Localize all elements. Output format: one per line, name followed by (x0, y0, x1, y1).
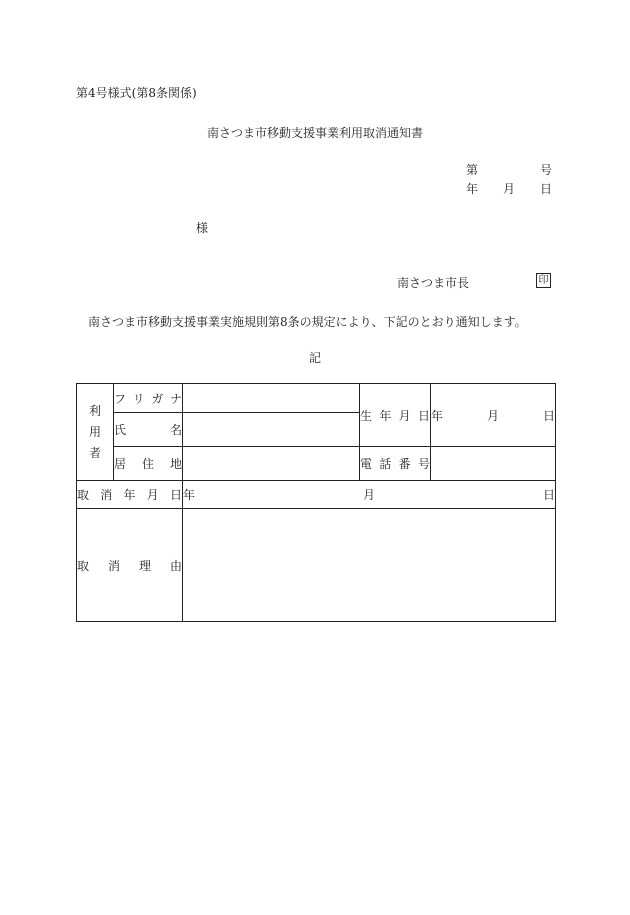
cancel-date-label-char: 月 (146, 488, 159, 502)
cancel-date-label-char: 日 (169, 488, 182, 502)
furigana-label-char: ガ (151, 391, 164, 406)
furigana-field[interactable] (183, 384, 360, 413)
birth-year-unit: 年 (431, 408, 444, 423)
cancel-day-unit: 日 (542, 488, 555, 502)
user-label-char: 者 (88, 445, 101, 460)
birth-day-unit: 日 (542, 408, 555, 423)
birth-label-char: 生 (360, 408, 373, 423)
birth-label-cell (360, 384, 431, 447)
user-label-char: 用 (88, 424, 101, 439)
name-label-char: 氏 (114, 423, 127, 437)
cancel-reason-label-char: 由 (169, 558, 182, 573)
furigana-label-char: ナ (169, 391, 182, 406)
furigana-label-char: リ (132, 391, 145, 406)
seal-mark: 印 (536, 273, 551, 288)
form-number: 第4号様式(第8条関係) (76, 86, 197, 100)
furigana-label-cell (114, 384, 183, 413)
phone-label-char: 号 (417, 457, 430, 471)
birth-date-field[interactable] (431, 384, 556, 447)
user-label-cell (77, 384, 114, 481)
user-label-char: 利 (88, 403, 101, 418)
issue-date-year: 年 (466, 182, 479, 196)
sender-name: 南さつま市長 (397, 276, 470, 290)
document-number (466, 161, 552, 178)
addressee-honorific: 様 (196, 221, 209, 235)
birth-month-unit: 月 (486, 408, 499, 423)
address-label-char: 地 (169, 457, 182, 471)
furigana-label-char: フ (114, 391, 127, 406)
phone-field[interactable] (431, 447, 556, 481)
phone-label-char: 電 (360, 457, 373, 471)
phone-label-cell (360, 447, 431, 481)
birth-label-char: 月 (398, 408, 411, 423)
document-number-suffix: 号 (539, 163, 552, 177)
cancel-year-unit: 年 (183, 488, 196, 502)
address-label-char: 居 (114, 457, 127, 471)
ki-heading: 記 (308, 351, 321, 365)
body-text: 南さつま市移動支援事業実施規則第8条の規定により、下記のとおり通知します。 (88, 315, 527, 329)
cancel-reason-label-char: 理 (138, 558, 151, 573)
cancel-reason-label-char: 消 (107, 558, 120, 573)
address-label-char: 住 (141, 457, 154, 471)
document-number-prefix: 第 (466, 163, 479, 177)
name-label-char: 名 (169, 423, 182, 437)
issue-date-day: 日 (539, 182, 552, 196)
document-title: 南さつま市移動支援事業利用取消通知書 (206, 126, 423, 140)
phone-label-char: 番 (398, 457, 411, 471)
cancel-reason-field[interactable] (183, 509, 556, 622)
cancel-date-label-char: 取 (77, 488, 90, 502)
cancel-date-label-char: 年 (123, 488, 136, 502)
cancel-reason-label-cell (77, 509, 183, 622)
cancel-date-field[interactable] (183, 481, 556, 509)
cancel-date-label-char: 消 (100, 488, 113, 502)
name-field[interactable] (183, 413, 360, 447)
cancel-month-unit: 月 (362, 488, 375, 502)
name-label-cell (114, 413, 183, 447)
cancel-reason-label-char: 取 (77, 558, 90, 573)
issue-date (466, 180, 552, 197)
birth-label-char: 日 (417, 408, 430, 423)
birth-label-char: 年 (379, 408, 392, 423)
issue-date-month: 月 (502, 182, 515, 196)
address-field[interactable] (183, 447, 360, 481)
cancel-date-label-cell (77, 481, 183, 509)
address-label-cell (114, 447, 183, 481)
phone-label-char: 話 (379, 457, 392, 471)
record-table (76, 383, 556, 622)
